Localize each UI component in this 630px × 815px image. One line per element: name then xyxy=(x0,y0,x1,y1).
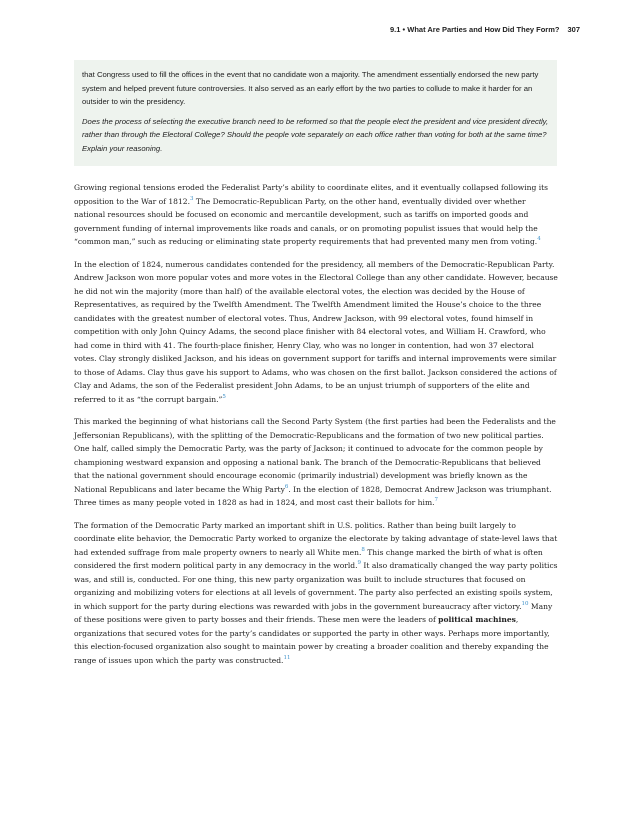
footnote-ref[interactable]: 5 xyxy=(222,393,226,400)
main-text xyxy=(74,181,558,676)
key-term: political machines xyxy=(438,615,516,624)
callout-text: that Congress used to fill the offices in the event that no candidate won a majority. The amendment essentially endorsed the new party system and helped prevent future controversies. It also served as an early effort by the two parties to collude to make it harder for an outsider to win the presidency. xyxy=(82,70,539,107)
text-run: Growing regional tensions eroded the Federalist Party’s ability to coordinate elites, and it eventually collapsed following its opposition to the War of 1812. xyxy=(74,183,549,206)
paragraph-1 xyxy=(74,181,558,249)
text-run: Many of these positions were given to party bosses and their friends. These men were the leaders of xyxy=(74,601,553,624)
footnote-ref[interactable]: 3 xyxy=(189,195,194,202)
footnote-ref[interactable]: 8 xyxy=(361,546,365,553)
footnote-ref[interactable]: 9 xyxy=(357,560,362,566)
text-run: It also dramatically changed the way party politics was, and still is, conducted. For one thing, this new party organization was built to include structures that focused on organizing and mobilizing voters for elections at all levels of government. The party also perfected an existing spoils system, in which support for the party during elections was rewarded with jobs in the government bureaucracy after victory. xyxy=(74,561,558,611)
callout-box xyxy=(74,60,557,166)
text-run: This marked the beginning of what historians call the Second Party System (the first parties had been the Federalists and the Jeffersonian Republicans), with the splitting of the Democratic-Republicans and the formation of two new political parties. One half, called simply the Democratic Party, was the party of Jackson; it continued to advocate for the common people by championing westward expansion and opposing a national bank. The branch of the Democratic-Republicans that believed that the national government should encourage economic (primarily industrial) development was briefly known as the National Republicans and later became the Whig Party xyxy=(74,417,556,494)
text-run: The formation of the Democratic Party marked an important shift in U.S. politics. Rather than being built largely to coordinate elite behavior, the Democratic Party worked to organize the electorate by taking advantage of state-level laws that had extended suffrage from male property owners to nearly all White men. xyxy=(74,520,558,557)
paragraph-2 xyxy=(74,258,558,407)
footnote-ref[interactable]: 7 xyxy=(434,497,439,503)
running-header xyxy=(390,25,580,34)
text-run: The Democratic-Republican Party, on the other hand, eventually divided over whether national resources should be focused on economic and mercantile development, such as tariffs on imported goods and government funding of internal improvements like roads and canals, or on promoting populist issues that would help the “common man,” such as reducing or eliminating state property requirements that had prevented many men from voting. xyxy=(74,196,538,246)
section-title: 9.1 • What Are Parties and How Did They Form? xyxy=(390,25,560,34)
callout-question: Does the process of selecting the executive branch need to be reformed so that the people elect the president and vice president directly, rather than through the Electoral College? Should the people vote separately on each office rather than voting for both at the same time? Explain your reasoning. xyxy=(82,116,549,153)
text-run: This change marked the birth of what is often considered the first modern political party in any democracy in the world. xyxy=(74,547,543,570)
text-run: In the election of 1824, numerous candidates contended for the presidency, all members of the Democratic-Republican Party. Andrew Jackson won more popular votes and more votes in the Electoral College than any other candidate. However, because he did not win the majority (more than half) of the available electoral votes, the election was decided by the House of Representatives, as required by the Twelfth Amendment. The Twelfth Amendment limited the House’s choice to the three candidates with the greatest number of electoral votes. Thus, Andrew Jackson, with 99 electoral votes, found himself in competition with only John Quincy Adams, the second place finisher with 84 electoral votes, and William H. Crawford, who had come in third with 41. The fourth-place finisher, Henry Clay, who was no longer in contention, had won 37 electoral votes. Clay strongly disliked Jackson, and his ideas on government support for tariffs and internal improvements were similar to those of Adams. Clay thus gave his support to Adams, who was chosen on the first ballot. Jackson considered the actions of Clay and Adams, the son of the Federalist president John Adams, to be an unjust triumph of supporters of the elite and referred to it as “the corrupt bargain.” xyxy=(74,259,558,404)
text-run: . In the election of 1828, Democrat Andrew Jackson was triumphant. Three times as many people voted in 1828 as had in 1824, and most cast their ballots for him. xyxy=(74,484,552,507)
paragraph-3 xyxy=(74,415,558,510)
footnote-ref[interactable]: 11 xyxy=(283,654,291,661)
footnote-ref[interactable]: 4 xyxy=(537,236,541,242)
text-run: , organizations that secured votes for the party’s candidates or supported the party in other ways. Perhaps more importantly, this election-focused organization also sought to maintain power by creating a broader coalition and thereby expanding the range of issues upon which the party was constructed. xyxy=(74,615,550,665)
paragraph-4 xyxy=(74,519,558,668)
footnote-ref[interactable]: 6 xyxy=(284,483,289,490)
page-number: 307 xyxy=(567,25,580,34)
footnote-ref[interactable]: 10 xyxy=(521,600,529,607)
